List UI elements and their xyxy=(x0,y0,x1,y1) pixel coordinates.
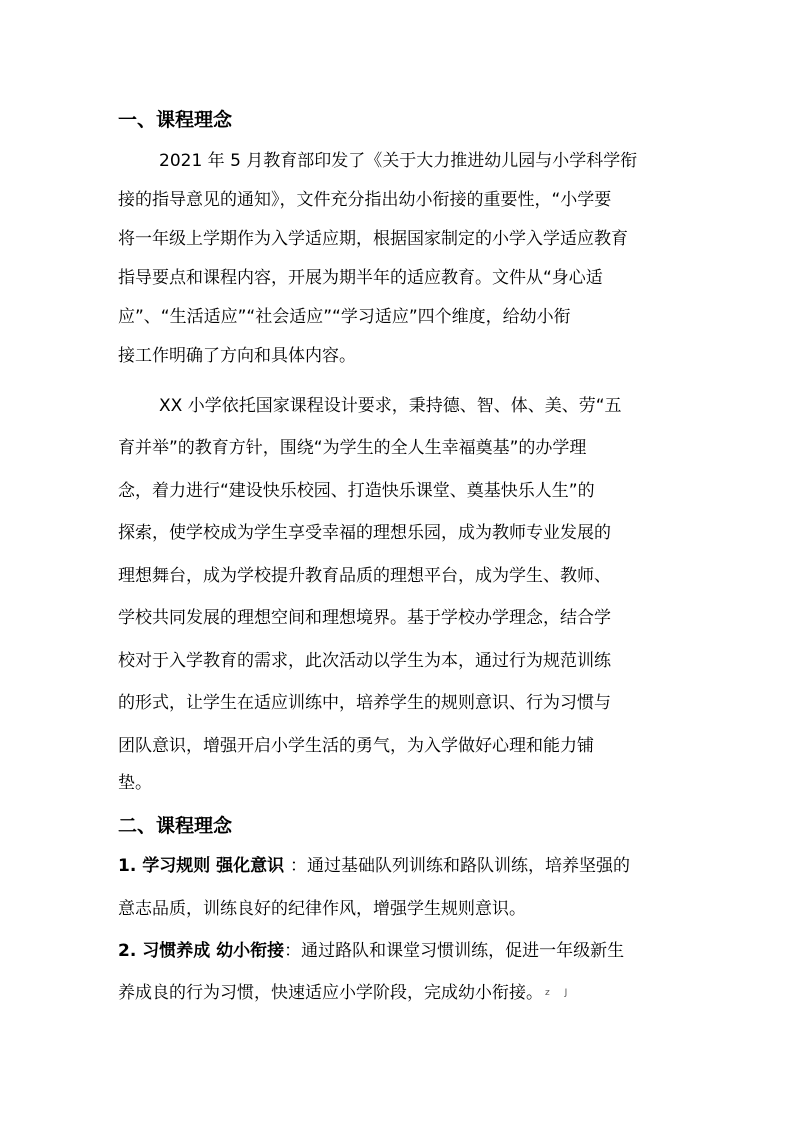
list-item-1 xyxy=(118,855,630,877)
paragraph-2-line: XX 小学依托国家课程设计要求，秉持德、智、体、美、劳“五 xyxy=(159,396,622,416)
paragraph-2-line: 团队意识，增强开启小学生活的勇气，为入学做好心理和能力铺 xyxy=(118,736,594,756)
list-item-2-lead: 2. 习惯养成 幼小衔接 xyxy=(118,941,285,961)
paragraph-1-line: 指导要点和课程内容，开展为期半年的适应教育。文件从“身心适 xyxy=(118,268,603,288)
paragraph-1-line: 应”、“生活适应”“社会适应”“学习适应”四个维度，给幼小衔 xyxy=(118,307,571,327)
paragraph-2-line: 学校共同发展的理想空间和理想境界。基于学校办学理念，结合学 xyxy=(118,608,611,628)
list-item-1-continuation: 意志品质，训练良好的纪律作风，增强学生规则意识。 xyxy=(118,899,526,919)
list-item-2-continuation xyxy=(118,982,573,1004)
section-1-heading: 一、课程理念 xyxy=(118,109,233,131)
list-item-2-continuation-text: 养成良的行为习惯，快速适应小学阶段，完成幼小衔接。 xyxy=(118,983,543,1003)
paragraph-1-line: 接工作明确了方向和具体内容。 xyxy=(118,346,356,366)
list-item-1-lead: 1. 学习规则 强化意识 xyxy=(118,856,291,876)
stray-mark: z J xyxy=(545,988,574,998)
paragraph-1-line: 将一年级上学期作为入学适应期，根据国家制定的小学入学适应教育 xyxy=(118,229,628,249)
paragraph-2-line: 校对于入学教育的需求，此次活动以学生为本，通过行为规范训练 xyxy=(118,651,611,671)
list-item-2 xyxy=(118,940,624,962)
paragraph-1-line: 2021 年 5 月教育部印发了《关于大力推进幼儿园与小学科学衔 xyxy=(159,151,638,171)
paragraph-2-line: 念，着力进行“建设快乐校园、打造快乐课堂、奠基快乐人生”的 xyxy=(118,481,595,501)
paragraph-2-line: 理想舞台，成为学校提升教育品质的理想平台，成为学生、教师、 xyxy=(118,566,611,586)
paragraph-2-line: 育并举”的教育方针，围绕“为学生的全人生幸福奠基”的办学理 xyxy=(118,438,587,458)
list-item-1-text: ：通过基础队列训练和路队训练，培养坚强的 xyxy=(290,856,631,876)
paragraph-1-line: 接的指导意见的通知》，文件充分指出幼小衔接的重要性，“小学要 xyxy=(118,190,612,210)
list-item-2-text: ：通过路队和课堂习惯训练，促进一年级新生 xyxy=(284,941,625,961)
paragraph-2-line: 的形式，让学生在适应训练中，培养学生的规则意识、行为习惯与 xyxy=(118,693,611,713)
paragraph-2-line: 探索，使学校成为学生享受幸福的理想乐园，成为教师专业发展的 xyxy=(118,523,611,543)
section-2-heading: 二、课程理念 xyxy=(118,815,233,837)
paragraph-2-line: 垫。 xyxy=(118,773,152,793)
